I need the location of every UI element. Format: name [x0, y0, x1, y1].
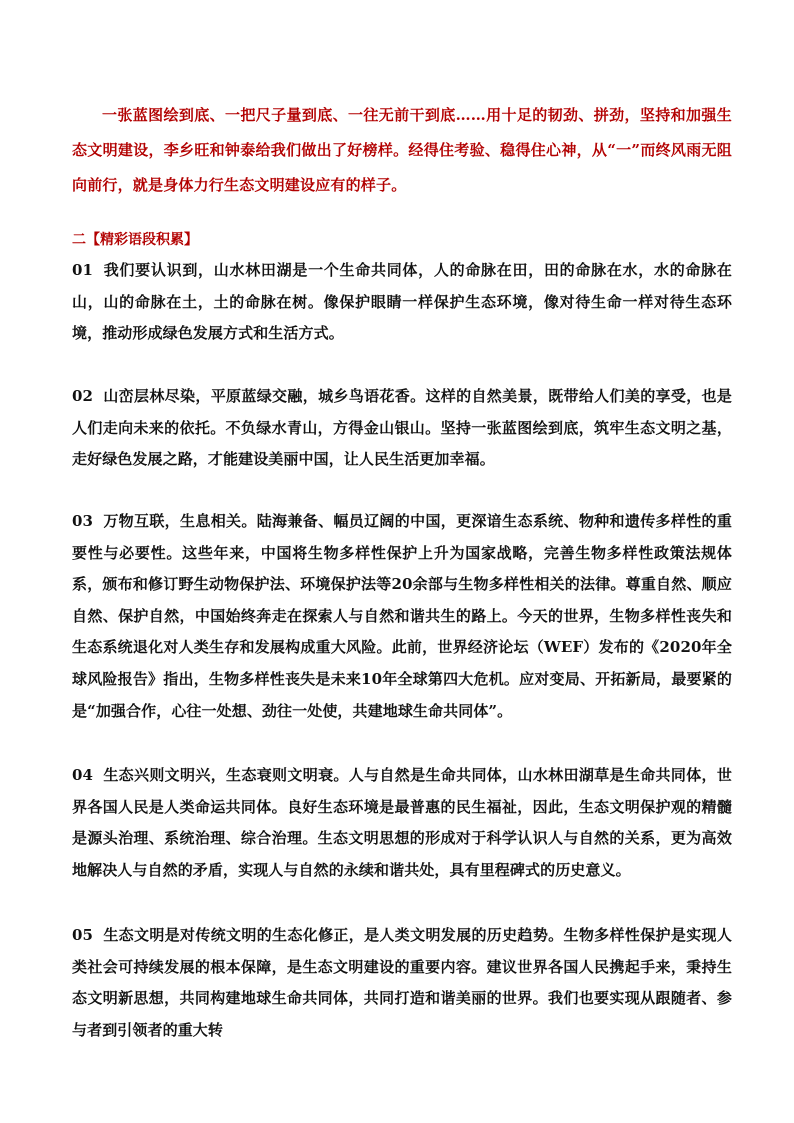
- paragraph-04: [72, 760, 732, 886]
- paragraph-number: 02: [72, 387, 94, 405]
- paragraph-text: 我们要认识到，山水林田湖是一个生命共同体，人的命脉在田，田的命脉在水，水的命脉在山，山的命脉在土，土的命脉在树。像保护眼睛一样保护生态环境，像对待生命一样对待生态环境，推动形成绿色发展方式和生活方式。: [72, 261, 732, 342]
- paragraph-number: 03: [72, 512, 94, 530]
- section-title: 二【精彩语段积累】: [72, 232, 198, 248]
- paragraph-number: 01: [72, 261, 94, 279]
- paragraph-03: [72, 506, 732, 727]
- paragraph-02: [72, 381, 732, 476]
- paragraph-01: [72, 255, 732, 350]
- paragraph-text: 生态文明是对传统文明的生态化修正，是人类文明发展的历史趋势。生物多样性保护是实现人类社会可持续发展的根本保障，是生态文明建设的重要内容。建议世界各国人民携起手来，秉持生态文明新思想，共同构建地球生命共同体，共同打造和谐美丽的世界。我们也要实现从跟随者、参与者到引领者的重大转: [72, 926, 732, 1039]
- paragraph-text: 生态兴则文明兴，生态衰则文明衰。人与自然是生命共同体，山水林田湖草是生命共同体，世界各国人民是人类命运共同体。良好生态环境是最普惠的民生福祉，因此，生态文明保护观的精髓是源头治理、系统治理、综合治理。生态文明思想的形成对于科学认识人与自然的关系，更为高效地解决人与自然的矛盾，实现人与自然的永续和谐共处，具有里程碑式的历史意义。: [72, 766, 732, 879]
- paragraph-text: 万物互联，生息相关。陆海兼备、幅员辽阔的中国，更深谙生态系统、物种和遗传多样性的重要性与必要性。这些年来，中国将生物多样性保护上升为国家战略，完善生物多样性政策法规体系，颁布和修订野生动物保护法、环境保护法等20余部与生物多样性相关的法律。尊重自然、顺应自然、保护自然，中国始终奔走在探索人与自然和谐共生的路上。今天的世界，生物多样性丧失和生态系统退化对人类生存和发展构成重大风险。此前，世界经济论坛（WEF）发布的《2020年全球风险报告》指出，生物多样性丧失是未来10年全球第四大危机。应对变局、开拓新局，最要紧的是“加强合作，心往一处想、劲往一处使，共建地球生命共同体”。: [72, 512, 732, 720]
- paragraph-number: 05: [72, 926, 94, 944]
- paragraph-text: 山峦层林尽染，平原蓝绿交融，城乡鸟语花香。这样的自然美景，既带给人们美的享受，也是人们走向未来的依托。不负绿水青山，方得金山银山。坚持一张蓝图绘到底，筑牢生态文明之基，走好绿色发展之路，才能建设美丽中国，让人民生活更加幸福。: [72, 387, 732, 468]
- paragraph-number: 04: [72, 766, 94, 784]
- intro-paragraph: 一张蓝图绘到底、一把尺子量到底、一往无前干到底……用十足的韧劲、拼劲，坚持和加强生态文明建设，李乡旺和钟泰给我们做出了好榜样。经得住考验、稳得住心神，从“一”而终风雨无阻向前行，就是身体力行生态文明建设应有的样子。: [72, 106, 732, 194]
- paragraph-05: [72, 920, 732, 1046]
